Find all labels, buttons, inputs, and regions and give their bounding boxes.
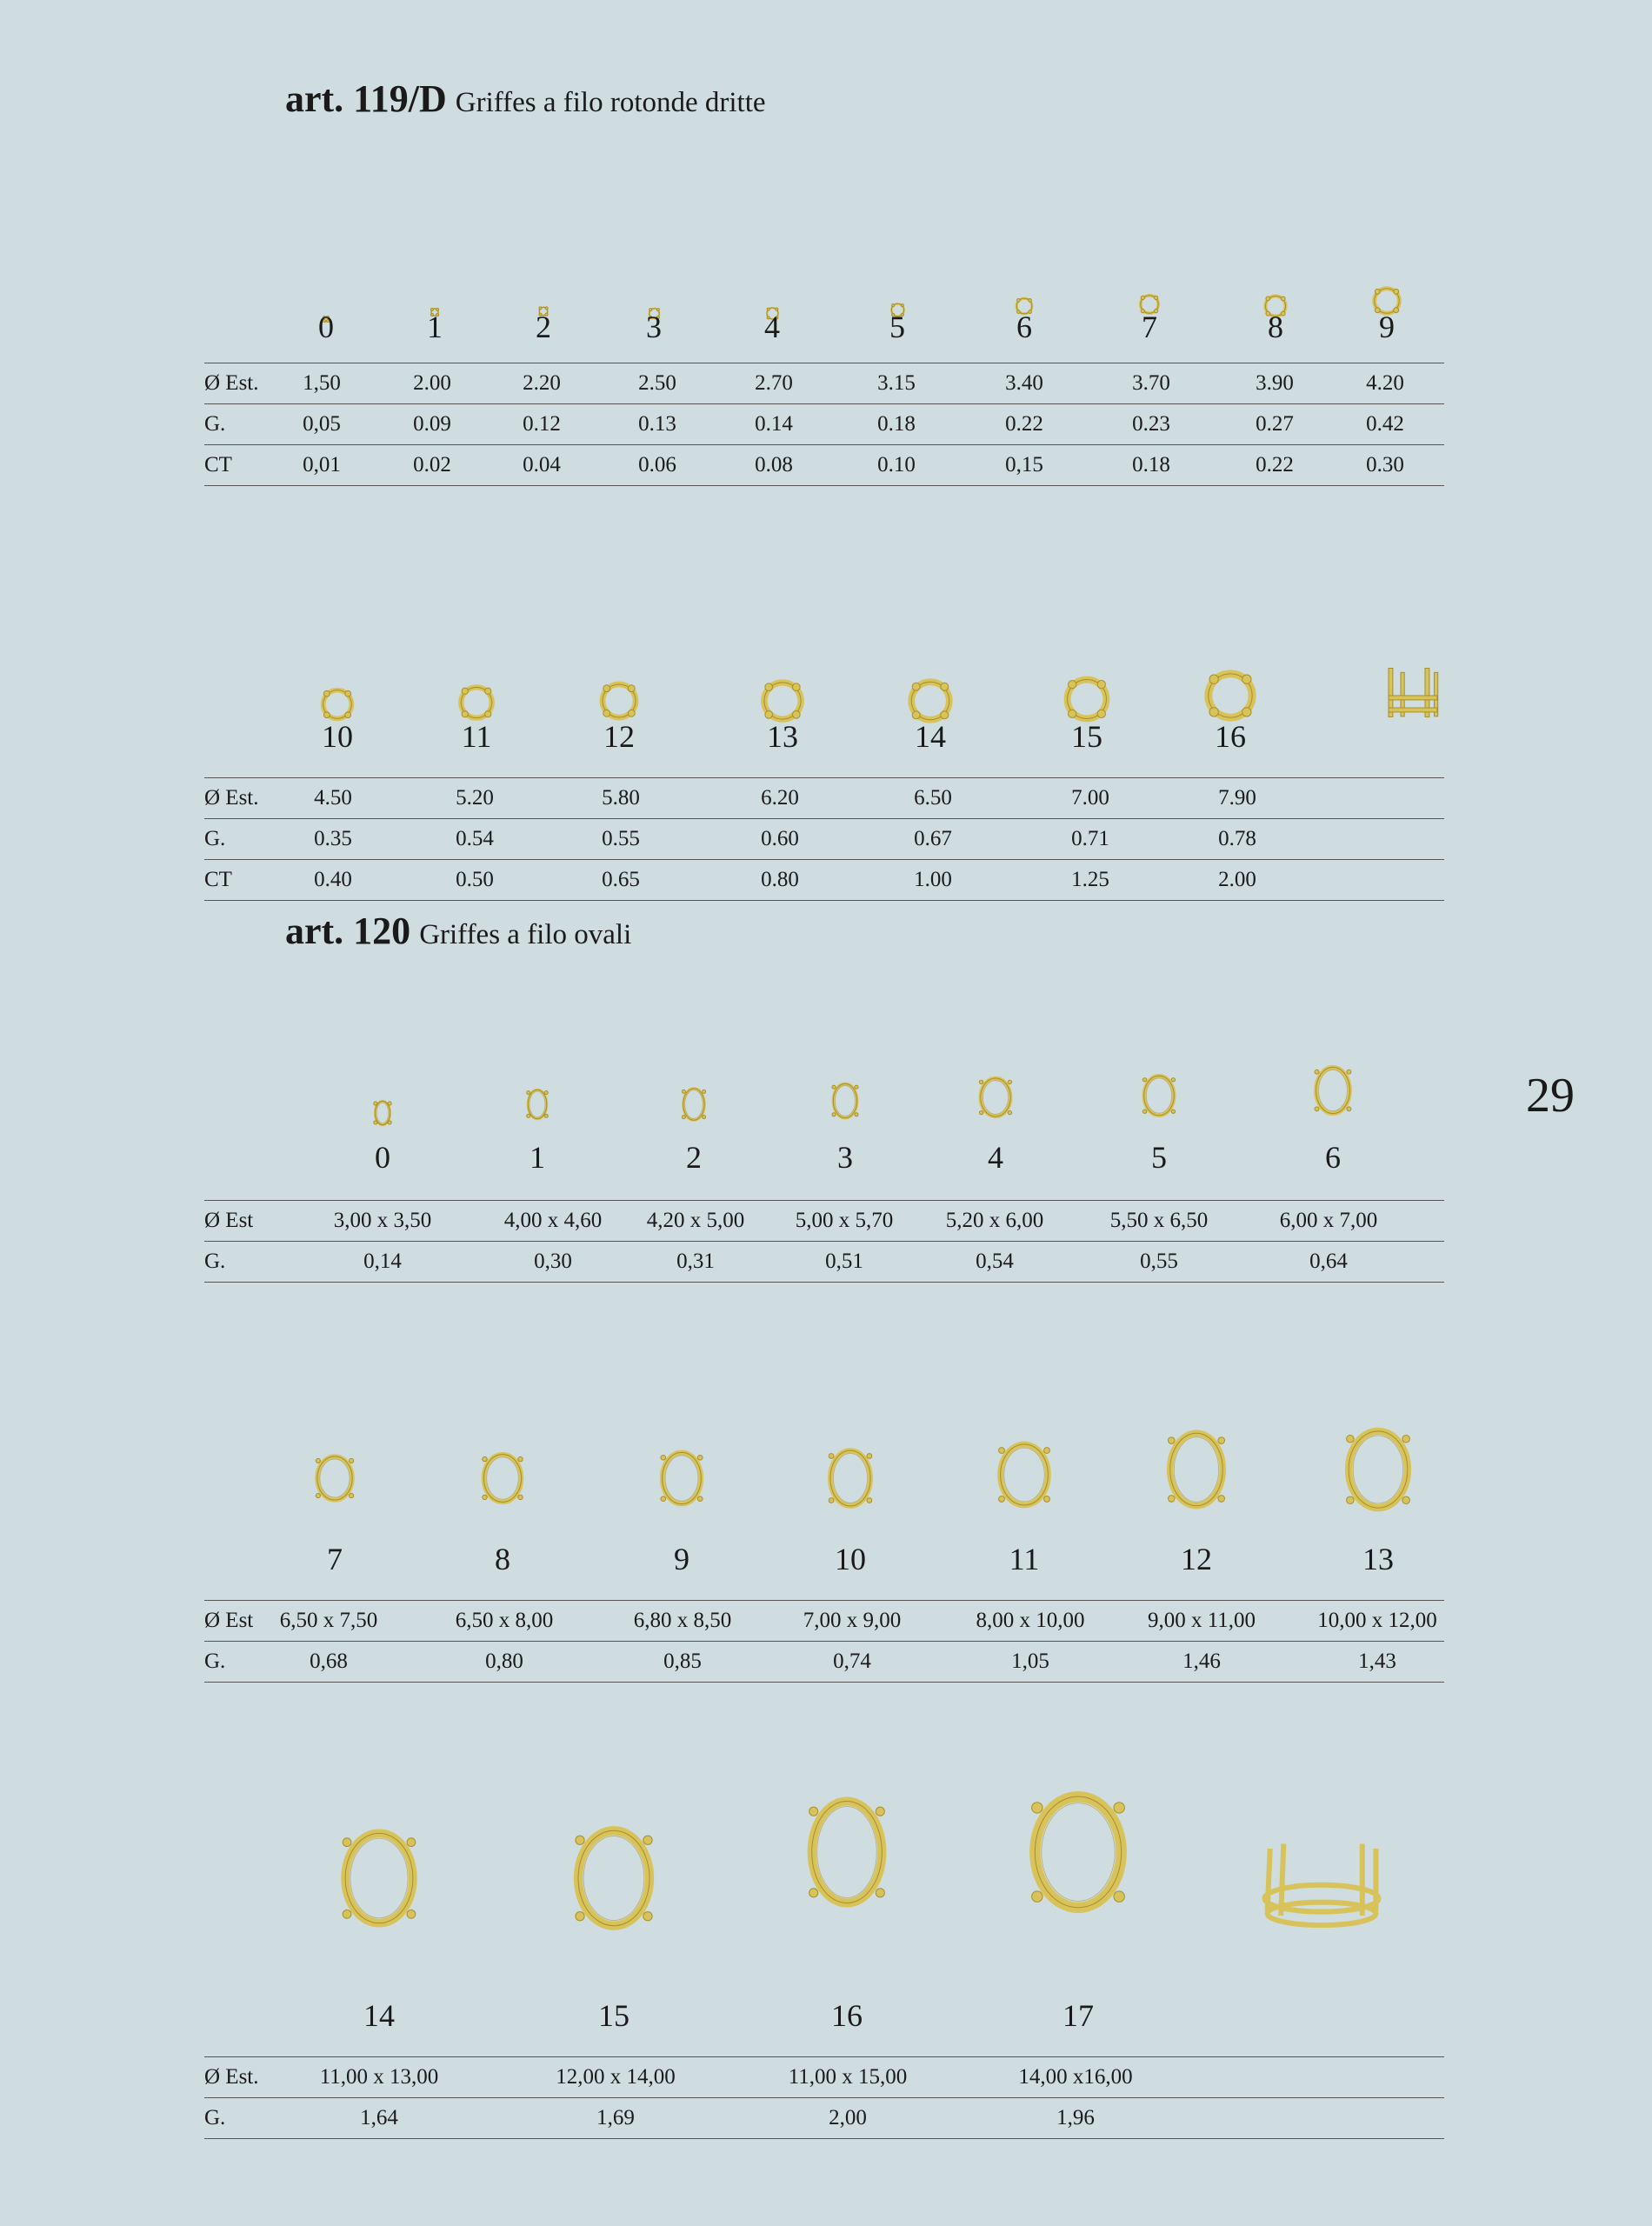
spec-row	[204, 1600, 1444, 1642]
size-label: 2	[536, 310, 551, 344]
oval-setting-icon	[564, 1816, 663, 1941]
setting-image-6	[1309, 1060, 1356, 1125]
spec-cell: 0.06	[638, 453, 676, 477]
oval-setting-icon	[798, 1785, 896, 1919]
oval-setting-icon	[655, 1444, 709, 1512]
size-label: 1	[530, 1140, 545, 1175]
setting-image-4	[1254, 1839, 1389, 1939]
spec-cell: 7,00 x 9,00	[803, 1609, 902, 1632]
size-label: 4	[988, 1140, 1003, 1175]
size-label: 15	[598, 1998, 629, 2033]
spec-cell: 6,50 x 7,50	[279, 1609, 378, 1632]
spec-cell: 0,05	[303, 412, 341, 436]
setting-image-5	[1138, 1070, 1180, 1126]
spec-cell: 6,80 x 8,50	[633, 1609, 732, 1632]
size-label: 9	[674, 1542, 689, 1576]
spec-cell: 8,00 x 10,00	[976, 1609, 1085, 1632]
size-label: 15	[1071, 719, 1102, 754]
spec-cell: 0,74	[833, 1650, 871, 1673]
spec-cell: 3.70	[1132, 371, 1170, 395]
oval-setting-icon	[476, 1447, 529, 1510]
oval-setting-icon	[524, 1085, 550, 1123]
spec-cell: 6.50	[914, 786, 952, 810]
spec-cell: 0.40	[314, 868, 352, 891]
spec-cell: 0.42	[1366, 412, 1404, 436]
spec-cell: 5,20 x 6,00	[945, 1209, 1044, 1232]
spec-cell: 3.40	[1005, 371, 1043, 395]
size-label: 8	[495, 1542, 510, 1576]
size-label-row	[0, 309, 1652, 352]
spec-table	[204, 363, 1444, 486]
spec-cell: 11,00 x 15,00	[788, 2065, 908, 2089]
oval-setting-icon	[679, 1083, 709, 1125]
spec-cell: 7.90	[1218, 786, 1256, 810]
size-label: 7	[327, 1542, 343, 1576]
spec-cell: 4,20 x 5,00	[646, 1209, 745, 1232]
spec-cell: 2.20	[523, 371, 561, 395]
setting-image-4	[991, 1435, 1057, 1519]
spec-cell: 3.90	[1256, 371, 1294, 395]
oval-setting-icon	[1160, 1422, 1233, 1517]
product-image-row	[0, 1365, 1652, 1487]
spec-row-label: Ø Est.	[204, 786, 259, 810]
spec-row-label: Ø Est	[204, 1209, 254, 1232]
spec-cell: 2.70	[755, 371, 793, 395]
spec-table	[204, 1200, 1444, 1283]
spec-cell: 0.08	[755, 453, 793, 477]
size-label: 11	[1009, 1542, 1040, 1576]
spec-cell: 0.65	[602, 868, 640, 891]
setting-image-1	[476, 1447, 529, 1514]
oval-setting-icon	[975, 1072, 1016, 1123]
spec-row	[204, 1242, 1444, 1283]
size-label: 7	[1142, 310, 1157, 344]
size-label: 4	[764, 310, 780, 344]
size-label: 13	[1362, 1542, 1394, 1576]
spec-cell: 1,43	[1358, 1650, 1396, 1673]
spec-row-label: Ø Est.	[204, 371, 259, 395]
spec-cell: 0.27	[1256, 412, 1294, 436]
setting-image-6	[1337, 1419, 1419, 1524]
oval-setting-icon	[332, 1819, 426, 1937]
spec-cell: 3.15	[877, 371, 916, 395]
round-setting-side-icon	[1382, 665, 1443, 726]
spec-row	[204, 860, 1444, 901]
spec-cell: 0,15	[1005, 453, 1043, 477]
spec-cell: 1,64	[360, 2106, 398, 2129]
spec-cell: 0.55	[602, 827, 640, 850]
spec-cell: 0.54	[456, 827, 494, 850]
spec-cell: 1,05	[1011, 1650, 1049, 1673]
spec-row-label: G.	[204, 1250, 226, 1273]
spec-cell: 1.25	[1071, 868, 1109, 891]
spec-cell: 0.22	[1005, 412, 1043, 436]
spec-cell: 5,00 x 5,70	[795, 1209, 894, 1232]
spec-cell: 0,85	[663, 1650, 702, 1673]
spec-cell: 4.20	[1366, 371, 1404, 395]
spec-cell: 6,50 x 8,00	[455, 1609, 554, 1632]
spec-table	[204, 1600, 1444, 1683]
spec-cell: 0.10	[877, 453, 916, 477]
spec-row	[204, 363, 1444, 404]
setting-image-0	[372, 1097, 393, 1133]
spec-row-label: Ø Est.	[204, 2065, 259, 2089]
spec-cell: 4,00 x 4,60	[503, 1209, 603, 1232]
spec-cell: 2.50	[638, 371, 676, 395]
oval-setting-icon	[991, 1435, 1057, 1515]
oval-setting-icon	[1309, 1060, 1356, 1121]
size-label: 14	[363, 1998, 395, 2033]
spec-cell: 5.20	[456, 786, 494, 810]
spec-cell: 0.18	[1132, 453, 1170, 477]
size-label: 17	[1062, 1998, 1094, 2033]
oval-setting-icon	[1018, 1779, 1138, 1925]
spec-row	[204, 2056, 1444, 2098]
size-label: 0	[375, 1140, 390, 1175]
size-label: 8	[1268, 310, 1283, 344]
setting-image-0	[332, 1819, 426, 1942]
size-label: 2	[686, 1140, 702, 1175]
product-image-row	[0, 1765, 1652, 1887]
spec-row-label: Ø Est	[204, 1609, 254, 1632]
spec-row-label: CT	[204, 453, 232, 477]
spec-cell: 2.00	[413, 371, 451, 395]
spec-cell: 11,00 x 13,00	[319, 2065, 439, 2089]
spec-cell: 0.50	[456, 868, 494, 891]
setting-image-2	[798, 1785, 896, 1923]
spec-row-label: CT	[204, 868, 232, 891]
oval-setting-icon	[310, 1450, 359, 1507]
spec-cell: 14,00 x16,00	[1018, 2065, 1133, 2089]
size-label: 10	[835, 1542, 866, 1576]
spec-row-label: G.	[204, 2106, 226, 2129]
spec-cell: 0.35	[314, 827, 352, 850]
setting-image-3	[1018, 1779, 1138, 1929]
setting-image-4	[975, 1072, 1016, 1127]
oval-setting-icon	[1337, 1419, 1419, 1520]
spec-cell: 0.18	[877, 412, 916, 436]
spec-row	[204, 445, 1444, 486]
spec-cell: 1,69	[596, 2106, 635, 2129]
spec-cell: 0,31	[676, 1250, 715, 1273]
size-label: 13	[767, 719, 798, 754]
size-label: 10	[322, 719, 353, 754]
oval-setting-icon	[372, 1097, 393, 1129]
spec-cell: 4.50	[314, 786, 352, 810]
spec-cell: 2.00	[1218, 868, 1256, 891]
size-label: 16	[831, 1998, 863, 2033]
size-label: 5	[889, 310, 905, 344]
spec-cell: 0,01	[303, 453, 341, 477]
spec-cell: 0.67	[914, 827, 952, 850]
spec-row	[204, 404, 1444, 445]
section-title-art-120	[285, 909, 631, 953]
setting-image-3	[823, 1442, 878, 1519]
size-label-row	[0, 1541, 1652, 1584]
spec-cell: 6.20	[761, 786, 799, 810]
size-label: 12	[1181, 1542, 1212, 1576]
spec-cell: 5,50 x 6,50	[1109, 1209, 1209, 1232]
spec-row	[204, 819, 1444, 860]
setting-image-2	[655, 1444, 709, 1516]
spec-cell: 0.14	[755, 412, 793, 436]
setting-image-5	[1160, 1422, 1233, 1522]
spec-row-label: G.	[204, 412, 226, 436]
spec-cell: 0.30	[1366, 453, 1404, 477]
size-label: 16	[1215, 719, 1246, 754]
spec-cell: 0.09	[413, 412, 451, 436]
page-number: 29	[1526, 1069, 1575, 1123]
spec-cell: 0.23	[1132, 412, 1170, 436]
spec-cell: 0,54	[976, 1250, 1014, 1273]
spec-cell: 9,00 x 11,00	[1147, 1609, 1256, 1632]
spec-cell: 0.13	[638, 412, 676, 436]
spec-row	[204, 777, 1444, 819]
spec-cell: 1,96	[1056, 2106, 1095, 2129]
size-label: 9	[1379, 310, 1395, 344]
oval-setting-icon	[829, 1078, 862, 1123]
spec-cell: 0.60	[761, 827, 799, 850]
spec-row	[204, 1642, 1444, 1683]
article-description: Griffes a filo rotonde dritte	[455, 87, 766, 118]
spec-row-label: G.	[204, 827, 226, 850]
size-label: 14	[915, 719, 946, 754]
spec-cell: 7.00	[1071, 786, 1109, 810]
spec-cell: 5.80	[602, 786, 640, 810]
size-label: 3	[837, 1140, 853, 1175]
spec-cell: 0.71	[1071, 827, 1109, 850]
spec-cell: 12,00 x 14,00	[556, 2065, 676, 2089]
oval-setting-icon	[1138, 1070, 1180, 1122]
spec-cell: 0,55	[1140, 1250, 1178, 1273]
spec-cell: 2,00	[829, 2106, 867, 2129]
spec-cell: 0.04	[523, 453, 561, 477]
size-label: 6	[1325, 1140, 1341, 1175]
spec-cell: 1,50	[303, 371, 341, 395]
spec-cell: 0,51	[825, 1250, 863, 1273]
spec-row	[204, 1200, 1444, 1242]
setting-image-3	[829, 1078, 862, 1128]
spec-table	[204, 777, 1444, 901]
spec-row	[204, 2098, 1444, 2139]
size-label-row	[0, 718, 1652, 762]
spec-table	[204, 2056, 1444, 2139]
setting-image-1	[564, 1816, 663, 1945]
spec-cell: 0.22	[1256, 453, 1294, 477]
size-label: 3	[646, 310, 662, 344]
article-code: art. 120	[285, 910, 411, 952]
setting-image-0	[310, 1450, 359, 1511]
setting-image-2	[679, 1083, 709, 1130]
size-label: 11	[461, 719, 492, 754]
spec-cell: 1.00	[914, 868, 952, 891]
oval-setting-icon	[823, 1442, 878, 1515]
product-image-row	[0, 600, 1652, 722]
size-label: 5	[1151, 1140, 1167, 1175]
size-label: 12	[603, 719, 635, 754]
spec-cell: 0.78	[1218, 827, 1256, 850]
spec-row-label: G.	[204, 1650, 226, 1673]
spec-cell: 0.12	[523, 412, 561, 436]
spec-cell: 1,46	[1182, 1650, 1221, 1673]
article-description: Griffes a filo ovali	[419, 919, 632, 950]
product-image-row	[0, 1000, 1652, 1122]
spec-cell: 0.80	[761, 868, 799, 891]
spec-cell: 0,68	[310, 1650, 348, 1673]
size-label-row	[0, 1997, 1652, 2041]
article-code: art. 119/D	[285, 77, 447, 120]
spec-cell: 0,14	[363, 1250, 402, 1273]
spec-cell: 0,64	[1309, 1250, 1348, 1273]
setting-image-1	[524, 1085, 550, 1128]
spec-cell: 10,00 x 12,00	[1317, 1609, 1437, 1632]
size-label: 6	[1016, 310, 1032, 344]
spec-cell: 0,80	[485, 1650, 523, 1673]
spec-cell: 0,30	[534, 1250, 572, 1273]
spec-cell: 0.02	[413, 453, 451, 477]
size-label-row	[0, 1139, 1652, 1183]
oval-setting-side-icon	[1254, 1839, 1389, 1935]
size-label: 1	[427, 310, 443, 344]
spec-cell: 3,00 x 3,50	[333, 1209, 432, 1232]
size-label: 0	[318, 310, 334, 344]
section-title-art-119d	[285, 77, 766, 121]
spec-cell: 6,00 x 7,00	[1279, 1209, 1378, 1232]
